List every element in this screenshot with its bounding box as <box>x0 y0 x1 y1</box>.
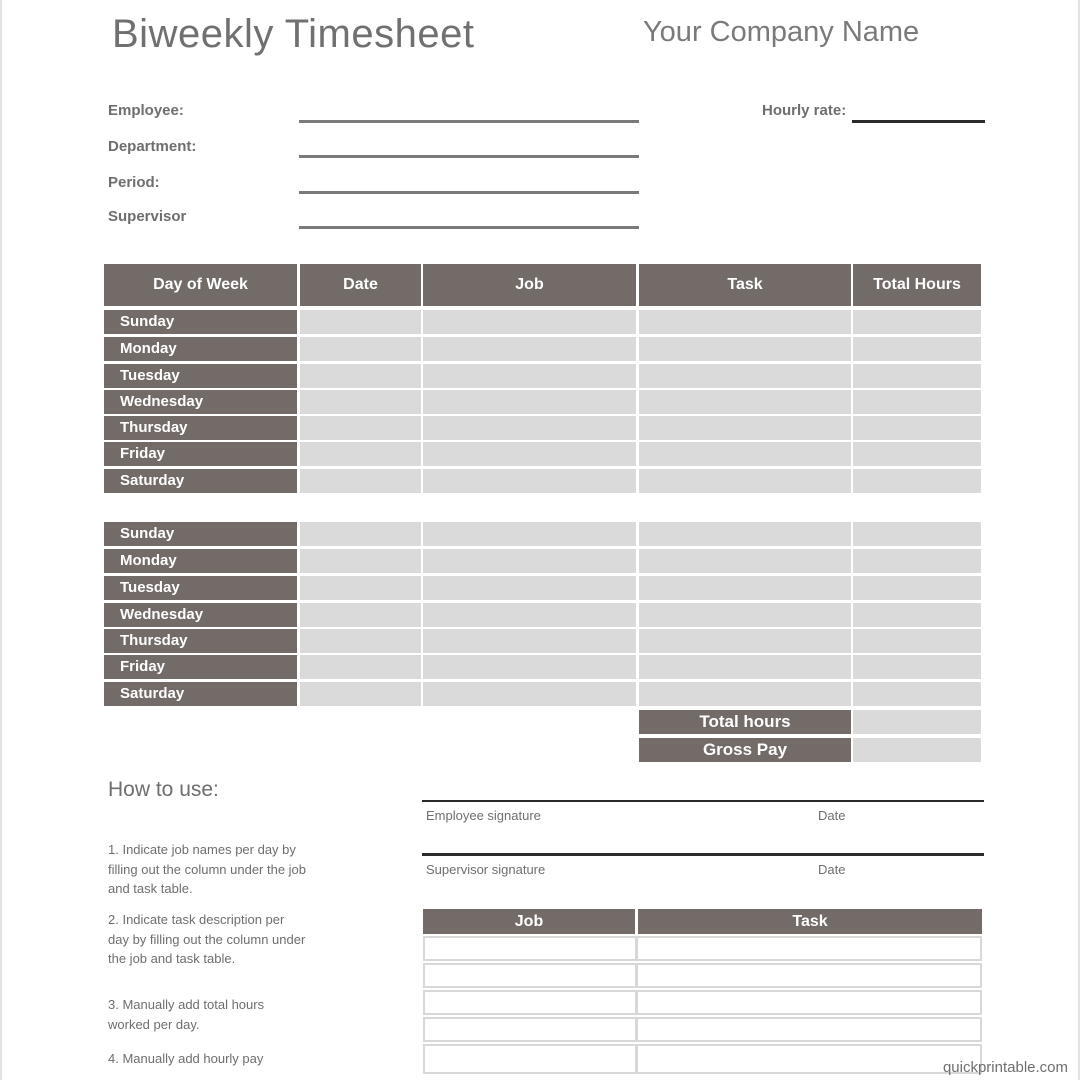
total-hours-cell[interactable] <box>853 629 981 653</box>
task-cell[interactable] <box>639 682 851 706</box>
how-to-step: 3. Manually add total hours worked per day. <box>108 997 265 1032</box>
job-cell[interactable] <box>423 990 637 1015</box>
column-header-day: Day of Week <box>104 264 297 306</box>
page-edge-left <box>0 0 2 1080</box>
job-cell[interactable] <box>423 469 636 493</box>
day-label: Monday <box>104 549 297 573</box>
date-cell[interactable] <box>300 390 421 414</box>
task-cell[interactable] <box>639 364 851 388</box>
how-to-step: 1. Indicate job names per day by filling out the column under the job and task table. <box>108 842 307 896</box>
total-hours-cell[interactable] <box>853 469 981 493</box>
task-cell[interactable] <box>639 549 851 573</box>
total-hours-cell[interactable] <box>853 442 981 466</box>
column-header-job: Job <box>423 264 636 306</box>
job-cell[interactable] <box>423 629 636 653</box>
department-label: Department: <box>108 138 197 155</box>
date-cell[interactable] <box>300 603 421 627</box>
date-cell[interactable] <box>300 655 421 679</box>
job-cell[interactable] <box>423 603 636 627</box>
job-cell[interactable] <box>423 522 636 546</box>
task-cell[interactable] <box>636 1044 982 1074</box>
supervisor-signature-line[interactable] <box>422 853 984 856</box>
task-cell[interactable] <box>636 990 982 1015</box>
employee-date-label: Date <box>818 808 846 823</box>
date-cell[interactable] <box>300 310 421 334</box>
total-hours-value[interactable] <box>853 710 981 734</box>
total-hours-label: Total hours <box>639 710 851 734</box>
task-cell[interactable] <box>639 576 851 600</box>
hourly-rate-label: Hourly rate: <box>762 102 847 119</box>
column-header-task: Task <box>638 909 982 934</box>
period-label: Period: <box>108 174 160 191</box>
day-label: Tuesday <box>104 364 297 388</box>
job-cell[interactable] <box>423 390 636 414</box>
date-cell[interactable] <box>300 337 421 361</box>
job-cell[interactable] <box>423 682 636 706</box>
task-cell[interactable] <box>639 469 851 493</box>
employee-field[interactable] <box>299 120 639 123</box>
day-label: Thursday <box>104 629 297 653</box>
date-cell[interactable] <box>300 364 421 388</box>
column-header-total-hours: Total Hours <box>853 264 981 306</box>
date-cell[interactable] <box>300 549 421 573</box>
company-name: Your Company Name <box>643 16 920 48</box>
task-cell[interactable] <box>639 629 851 653</box>
supervisor-label: Supervisor <box>108 208 187 225</box>
job-cell[interactable] <box>423 416 636 440</box>
task-cell[interactable] <box>636 963 982 988</box>
employee-label: Employee: <box>108 102 184 119</box>
total-hours-cell[interactable] <box>853 522 981 546</box>
column-header-job: Job <box>423 909 635 934</box>
how-to-step: 4. Manually add hourly pay <box>108 1051 264 1066</box>
date-cell[interactable] <box>300 522 421 546</box>
page-title: Biweekly Timesheet <box>112 12 475 56</box>
job-cell[interactable] <box>423 655 636 679</box>
day-label: Monday <box>104 337 297 361</box>
column-header-task: Task <box>639 264 851 306</box>
job-cell[interactable] <box>423 1017 637 1042</box>
how-to-step: 2. Indicate task description per day by filling out the column under the job and task table. <box>108 912 306 966</box>
gross-pay-value[interactable] <box>853 738 981 762</box>
total-hours-cell[interactable] <box>853 337 981 361</box>
column-header-date: Date <box>300 264 421 306</box>
job-cell[interactable] <box>423 963 637 988</box>
day-label: Friday <box>104 442 297 466</box>
task-cell[interactable] <box>639 310 851 334</box>
supervisor-date-label: Date <box>818 862 846 877</box>
total-hours-cell[interactable] <box>853 364 981 388</box>
job-cell[interactable] <box>423 364 636 388</box>
total-hours-cell[interactable] <box>853 390 981 414</box>
total-hours-cell[interactable] <box>853 603 981 627</box>
task-cell[interactable] <box>639 522 851 546</box>
date-cell[interactable] <box>300 682 421 706</box>
employee-signature-line[interactable] <box>422 800 984 802</box>
hourly-rate-field[interactable] <box>852 120 985 123</box>
date-cell[interactable] <box>300 469 421 493</box>
task-cell[interactable] <box>639 603 851 627</box>
task-cell[interactable] <box>639 655 851 679</box>
day-label: Sunday <box>104 310 297 334</box>
period-field[interactable] <box>299 191 639 194</box>
job-cell[interactable] <box>423 310 636 334</box>
task-cell[interactable] <box>639 416 851 440</box>
job-cell[interactable] <box>423 549 636 573</box>
employee-signature-label: Employee signature <box>426 808 541 823</box>
task-cell[interactable] <box>639 390 851 414</box>
job-cell[interactable] <box>423 337 636 361</box>
department-field[interactable] <box>299 155 639 158</box>
date-cell[interactable] <box>300 576 421 600</box>
day-label: Wednesday <box>104 603 297 627</box>
day-label: Friday <box>104 655 297 679</box>
total-hours-cell[interactable] <box>853 310 981 334</box>
day-label: Thursday <box>104 416 297 440</box>
date-cell[interactable] <box>300 629 421 653</box>
day-label: Tuesday <box>104 576 297 600</box>
day-label: Saturday <box>104 469 297 493</box>
date-cell[interactable] <box>300 416 421 440</box>
job-cell[interactable] <box>423 442 636 466</box>
task-cell[interactable] <box>639 337 851 361</box>
how-to-title: How to use: <box>108 778 219 801</box>
job-cell[interactable] <box>423 1044 637 1074</box>
watermark: quickprintable.com <box>942 1059 1068 1076</box>
day-label: Wednesday <box>104 390 297 414</box>
gross-pay-label: Gross Pay <box>639 738 851 762</box>
total-hours-cell[interactable] <box>853 682 981 706</box>
total-hours-cell[interactable] <box>853 549 981 573</box>
total-hours-cell[interactable] <box>853 576 981 600</box>
job-cell[interactable] <box>423 576 636 600</box>
task-cell[interactable] <box>639 442 851 466</box>
total-hours-cell[interactable] <box>853 655 981 679</box>
task-cell[interactable] <box>636 1017 982 1042</box>
supervisor-field[interactable] <box>299 226 639 229</box>
job-cell[interactable] <box>423 936 637 961</box>
day-label: Sunday <box>104 522 297 546</box>
date-cell[interactable] <box>300 442 421 466</box>
day-label: Saturday <box>104 682 297 706</box>
task-cell[interactable] <box>636 936 982 961</box>
total-hours-cell[interactable] <box>853 416 981 440</box>
supervisor-signature-label: Supervisor signature <box>426 862 546 877</box>
